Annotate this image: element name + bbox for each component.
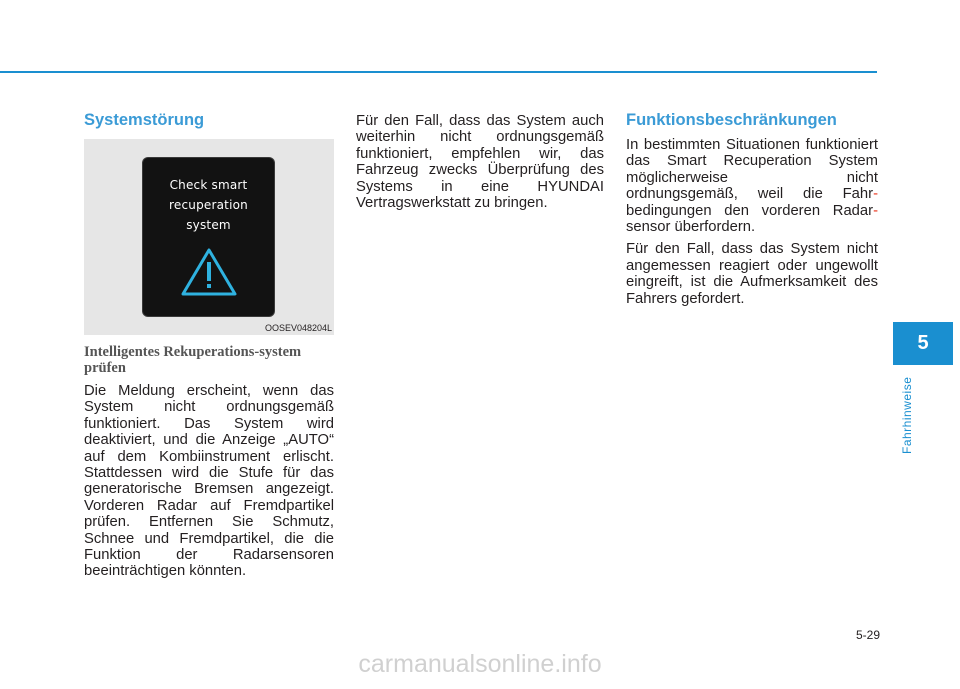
section-heading-funktionsbeschraenkungen: Funktionsbeschränkungen [626,111,837,129]
hyphen: - [873,186,878,203]
top-rule [0,71,877,73]
figure-caption: OOSEV048204L [264,323,332,333]
watermark: carmanualsonline.info [358,650,602,678]
left-column-text [84,383,334,586]
display-line: Check smart [169,178,248,192]
paragraph: Für den Fall, dass das System auch weiterhin nicht ordnungsgemäß funktioniert, empfehlen wir, das Fahrzeug zwecks Überprüfung des Systems in eine HYUNDAI Vertragswerkstatt zu bringen. [356,113,604,212]
middle-column-text [356,113,604,217]
chapter-tab: 5 [893,322,953,365]
cluster-display [143,158,274,316]
chapter-title-text: Fahrhinweise [900,376,914,454]
chapter-title [900,370,914,460]
display-line: system [186,218,231,232]
paragraph: Für den Fall, dass das System nicht angemessen reagiert oder ungewollt eingreift, ist die Aufmerksamkeit des Fahrers gefordert. [626,241,878,307]
warning-triangle-icon [179,246,239,298]
hyphen: - [873,202,878,219]
subheading: Intelligentes Rekuperations-system prüfen [84,344,302,376]
right-column-text [626,137,878,313]
figure-warning-display [84,139,334,335]
display-line: recuperation [169,198,248,212]
section-heading-systemstoerung: Systemstörung [84,111,205,129]
text-span: sensor überfordern. [626,219,756,236]
page-number: 5-29 [855,628,880,642]
paragraph [626,137,878,235]
text-span: bedingungen den vorderen Radar [626,202,874,219]
text-span: In bestimmten Situationen funktioniert das Smart Recuperation System möglicherweise nicht ordnungsgemäß, weil die Fahr [626,137,878,203]
paragraph: Die Meldung erscheint, wenn das System nicht ordnungsgemäß funktioniert. Das System wird deaktiviert, und die Anzeige „AUTO“ auf dem Kombiinstrument erlischt. Stattdessen wird die Stufe für das generatorische Bremsen angezeigt. Vorderen Radar auf Fremdpartikel prüfen. Entfernen Sie Schmutz, Schnee und Fremdpartikel, die die Funktion der Radarsensoren beeinträchtigen könnten. [84,383,334,580]
